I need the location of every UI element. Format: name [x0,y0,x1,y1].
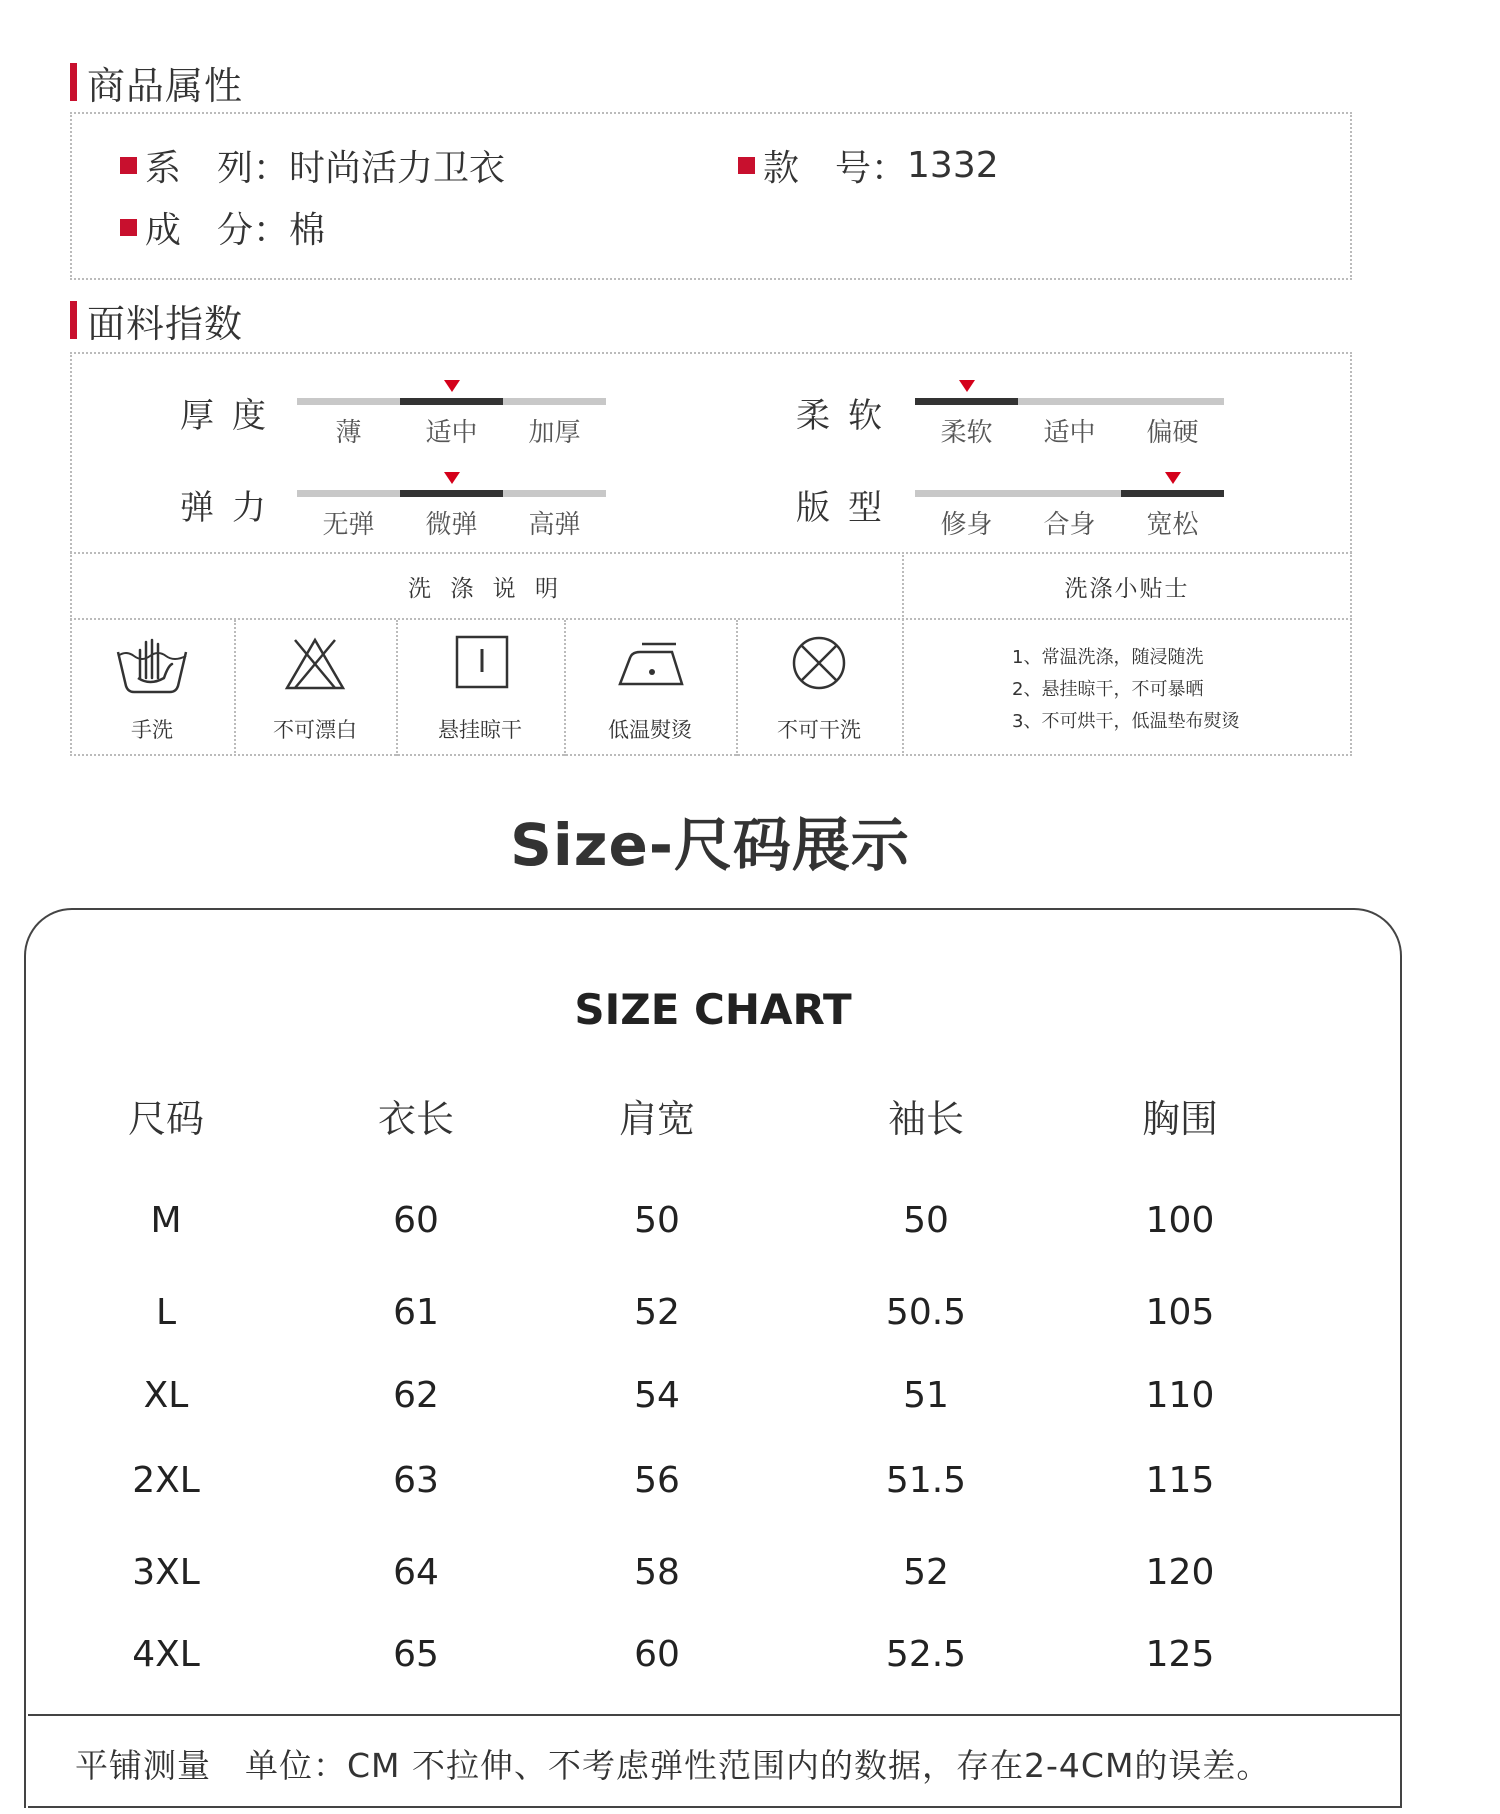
attr-model [738,140,999,191]
scale-marker-icon [444,380,460,392]
table-cell: 105 [1145,1292,1215,1333]
heading-accent-bar [70,63,77,101]
scale-option: 无弹 [322,510,375,540]
attr-separator: ： [871,148,908,189]
scale-track [915,490,1224,497]
heading-accent-bar [70,301,77,339]
care-item [564,620,736,756]
scale-option: 适中 [1043,418,1096,448]
table-cell: 52 [903,1552,949,1593]
column-header: 肩宽 [618,1097,695,1141]
table-cell: 50 [634,1200,680,1241]
attr-value: 1332 [907,145,999,186]
table-cell: 51 [903,1375,949,1416]
table-cell: XL [143,1375,189,1416]
table-cell: 50 [903,1200,949,1241]
care-tip: 3、不可烘干，低温垫布熨烫 [1012,711,1240,732]
scale-option: 柔软 [940,418,993,448]
scale-selected-segment [400,490,503,497]
table-cell: 61 [393,1292,439,1333]
product-attributes-heading [70,60,244,108]
column-header: 胸围 [1141,1097,1218,1141]
divider [70,552,1352,556]
care-tips-header [902,570,1352,610]
table-cell: 52 [634,1292,680,1333]
attr-value: 时尚活力卫衣 [289,148,506,189]
hand-wash-icon [114,634,190,696]
bullet-square-icon [120,219,137,236]
no-dry-clean-icon [790,634,848,692]
scale-option: 合身 [1043,510,1096,540]
care-tips-title: 洗涤小贴士 [1064,576,1190,602]
table-cell: 100 [1145,1200,1215,1241]
table-cell: 2XL [132,1460,200,1501]
footnote-divider-bottom [28,1806,1400,1808]
scale-marker-icon [959,380,975,392]
table-cell: M [150,1200,182,1241]
scale-selected-segment [400,398,503,405]
table-cell: 110 [1145,1375,1215,1416]
care-item [736,620,902,756]
attr-value: 棉 [289,210,326,251]
care-label: 低温熨烫 [608,718,692,742]
section-title: 面料指数 [87,301,244,346]
care-item [396,620,564,756]
section-title: 商品属性 [87,63,244,108]
scale-label: 柔软 [796,396,900,436]
table-cell: 62 [393,1375,439,1416]
scale-option: 薄 [335,418,362,448]
scale-option: 微弹 [425,510,478,540]
care-label: 手洗 [131,718,173,742]
care-instructions-header [70,570,902,610]
scale-option: 偏硬 [1146,418,1199,448]
attributes-box [70,112,1352,280]
scale-marker-icon [1165,472,1181,484]
table-cell: 54 [634,1375,680,1416]
hang-dry-icon [454,634,510,690]
bullet-square-icon [120,157,137,174]
scale-option: 宽松 [1146,510,1199,540]
attr-separator: ： [253,210,290,251]
scale-selected-segment [915,398,1018,405]
table-cell: 50.5 [885,1292,967,1333]
table-cell: 51.5 [885,1460,967,1501]
table-cell: 120 [1145,1552,1215,1593]
scale-track [297,398,606,405]
table-cell: 65 [393,1634,439,1675]
table-cell: L [155,1292,177,1333]
bullet-square-icon [738,157,755,174]
attr-composition [120,202,325,253]
column-header: 尺码 [127,1097,204,1141]
size-footnote: 平铺测量 单位：CM 不拉伸、不考虑弹性范围内的数据，存在2-4CM的误差。 [75,1746,1271,1785]
table-cell: 58 [634,1552,680,1593]
fabric-index-heading [70,298,244,346]
table-cell: 125 [1145,1634,1215,1675]
table-cell: 3XL [132,1552,200,1593]
table-cell: 4XL [132,1634,200,1675]
low-iron-icon [616,640,686,690]
scale-option: 适中 [425,418,478,448]
table-cell: 56 [634,1460,680,1501]
column-header: 衣长 [377,1097,454,1141]
size-chart-title: SIZE CHART [574,985,852,1034]
scale-label: 厚度 [180,396,284,436]
column-header: 袖长 [887,1097,964,1141]
scale-option: 加厚 [528,418,581,448]
table-cell: 52.5 [885,1634,967,1675]
care-tip: 2、悬挂晾干，不可暴晒 [1012,679,1204,700]
care-item [70,620,234,756]
care-tips-list [1012,642,1239,738]
table-cell: 60 [393,1200,439,1241]
scale-selected-segment [1121,490,1224,497]
no-bleach-icon [283,636,347,692]
scale-track [297,490,606,497]
attr-separator: ： [253,148,290,189]
scale-track [915,398,1224,405]
footnote-divider-top [28,1714,1400,1716]
table-cell: 63 [393,1460,439,1501]
care-label: 不可漂白 [273,718,357,742]
care-tip: 1、常温洗涤，随浸随洗 [1012,647,1204,668]
table-cell: 60 [634,1634,680,1675]
attr-label: 成 分 [145,210,254,251]
care-label: 悬挂晾干 [438,718,522,742]
scale-label: 弹力 [180,488,284,528]
care-label: 不可干洗 [777,718,861,742]
size-section-heading: Size-尺码展示 [510,811,910,879]
care-item [234,620,396,756]
care-instructions-title: 洗 涤 说 明 [408,576,564,602]
scale-label: 版型 [796,488,900,528]
table-cell: 115 [1145,1460,1215,1501]
attr-label: 系 列 [145,148,254,189]
table-cell: 64 [393,1552,439,1593]
scale-option: 高弹 [528,510,581,540]
scale-option: 修身 [940,510,993,540]
attr-series [120,140,505,191]
attr-label: 款 号 [763,148,872,189]
scale-marker-icon [444,472,460,484]
